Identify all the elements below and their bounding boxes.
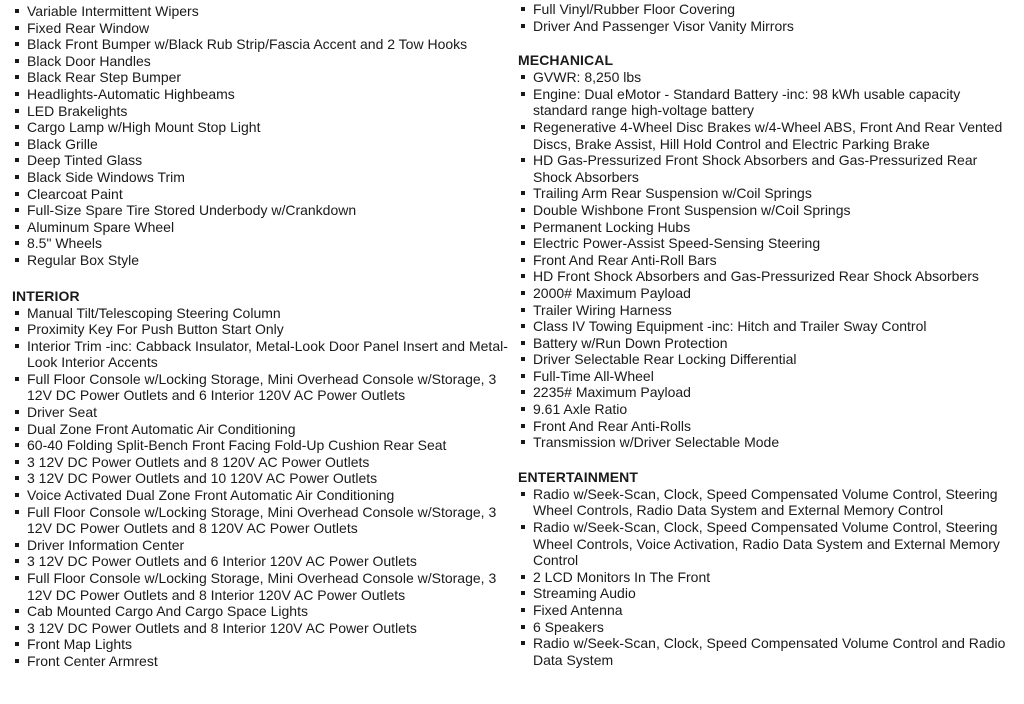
list-item: Class IV Towing Equipment -inc: Hitch and Trailer Sway Control [518, 318, 1018, 335]
list-item: Black Side Windows Trim [12, 169, 508, 186]
list-item: Full Floor Console w/Locking Storage, Mini Overhead Console w/Storage, 3 12V DC Power Outlets and 6 Interior 120V AC Power Outlets [12, 371, 508, 404]
list-item: 3 12V DC Power Outlets and 10 120V AC Power Outlets [12, 470, 508, 487]
list-item: Driver And Passenger Visor Vanity Mirrors [518, 18, 1018, 35]
list-item: GVWR: 8,250 lbs [518, 69, 1018, 86]
list-item: Double Wishbone Front Suspension w/Coil Springs [518, 202, 1018, 219]
mechanical-section [518, 52, 1018, 451]
list-item: Fixed Antenna [518, 602, 1018, 619]
list-item: Driver Information Center [12, 537, 508, 554]
list-item: HD Gas-Pressurized Front Shock Absorbers and Gas-Pressurized Rear Shock Absorbers [518, 152, 1018, 185]
interior-heading: INTERIOR [12, 287, 80, 304]
list-item: Front And Rear Anti-Roll Bars [518, 252, 1018, 269]
right-column [518, 1, 1018, 668]
entertainment-heading: ENTERTAINMENT [518, 468, 639, 485]
list-item: Radio w/Seek-Scan, Clock, Speed Compensated Volume Control, Steering Wheel Controls, Radio Data System and External Memory Control [518, 486, 1018, 519]
list-item: Interior Trim -inc: Cabback Insulator, Metal-Look Door Panel Insert and Metal-Look Interior Accents [12, 338, 508, 371]
mechanical-heading: MECHANICAL [518, 52, 614, 69]
list-item: Radio w/Seek-Scan, Clock, Speed Compensated Volume Control, Steering Wheel Controls, Voice Activation, Radio Data System and External Memory Control [518, 519, 1018, 569]
list-item: Black Door Handles [12, 53, 508, 70]
list-item: Front Center Armrest [12, 653, 508, 670]
list-item: Cargo Lamp w/High Mount Stop Light [12, 119, 508, 136]
list-item: Transmission w/Driver Selectable Mode [518, 434, 1018, 451]
list-item: Full-Size Spare Tire Stored Underbody w/Crankdown [12, 202, 508, 219]
list-item: 2235# Maximum Payload [518, 384, 1018, 401]
list-item: 3 12V DC Power Outlets and 6 Interior 120V AC Power Outlets [12, 553, 508, 570]
list-item: Full Floor Console w/Locking Storage, Mini Overhead Console w/Storage, 3 12V DC Power Outlets and 8 120V AC Power Outlets [12, 504, 508, 537]
entertainment-list [518, 486, 1018, 669]
list-item: Battery w/Run Down Protection [518, 335, 1018, 352]
list-item: Voice Activated Dual Zone Front Automatic Air Conditioning [12, 487, 508, 504]
list-item: Streaming Audio [518, 585, 1018, 602]
list-item: Proximity Key For Push Button Start Only [12, 321, 508, 338]
list-item: Deep Tinted Glass [12, 152, 508, 169]
interior-continued-list [518, 1, 1018, 34]
list-item: Aluminum Spare Wheel [12, 219, 508, 236]
list-item: 6 Speakers [518, 619, 1018, 636]
list-item: Manual Tilt/Telescoping Steering Column [12, 305, 508, 322]
list-item: Front And Rear Anti-Rolls [518, 418, 1018, 435]
interior-section [12, 288, 508, 670]
left-column [12, 3, 508, 670]
list-item: Trailing Arm Rear Suspension w/Coil Springs [518, 185, 1018, 202]
list-item: Regenerative 4-Wheel Disc Brakes w/4-Wheel ABS, Front And Rear Vented Discs, Brake Assist, Hill Hold Control and Electric Parking Brake [518, 119, 1018, 152]
list-item: Trailer Wiring Harness [518, 302, 1018, 319]
list-item: Variable Intermittent Wipers [12, 3, 508, 20]
list-item: Fixed Rear Window [12, 20, 508, 37]
list-item: Permanent Locking Hubs [518, 219, 1018, 236]
list-item: Dual Zone Front Automatic Air Conditioning [12, 421, 508, 438]
list-item: Clearcoat Paint [12, 186, 508, 203]
list-item: 60-40 Folding Split-Bench Front Facing Fold-Up Cushion Rear Seat [12, 437, 508, 454]
list-item: Full Vinyl/Rubber Floor Covering [518, 1, 1018, 18]
list-item: Black Grille [12, 136, 508, 153]
list-item: Cab Mounted Cargo And Cargo Space Lights [12, 603, 508, 620]
list-item: 2000# Maximum Payload [518, 285, 1018, 302]
list-item: Regular Box Style [12, 252, 508, 269]
exterior-list [12, 3, 508, 269]
list-item: HD Front Shock Absorbers and Gas-Pressurized Rear Shock Absorbers [518, 268, 1018, 285]
list-item: 9.61 Axle Ratio [518, 401, 1018, 418]
list-item: Black Front Bumper w/Black Rub Strip/Fascia Accent and 2 Tow Hooks [12, 36, 508, 53]
list-item: 3 12V DC Power Outlets and 8 120V AC Power Outlets [12, 454, 508, 471]
list-item: Headlights-Automatic Highbeams [12, 86, 508, 103]
interior-list [12, 305, 508, 670]
list-item: 3 12V DC Power Outlets and 8 Interior 120V AC Power Outlets [12, 620, 508, 637]
list-item: 8.5" Wheels [12, 235, 508, 252]
list-item: Engine: Dual eMotor - Standard Battery -inc: 98 kWh usable capacity standard range high-voltage battery [518, 86, 1018, 119]
list-item: Electric Power-Assist Speed-Sensing Steering [518, 235, 1018, 252]
mechanical-list [518, 69, 1018, 451]
list-item: LED Brakelights [12, 103, 508, 120]
list-item: 2 LCD Monitors In The Front [518, 569, 1018, 586]
interior-continued-section [518, 1, 1018, 34]
list-item: Driver Selectable Rear Locking Differential [518, 351, 1018, 368]
list-item: Black Rear Step Bumper [12, 69, 508, 86]
entertainment-section [518, 469, 1018, 669]
list-item: Front Map Lights [12, 636, 508, 653]
exterior-continued-section [12, 3, 508, 269]
list-item: Full-Time All-Wheel [518, 368, 1018, 385]
list-item: Driver Seat [12, 404, 508, 421]
list-item: Radio w/Seek-Scan, Clock, Speed Compensated Volume Control and Radio Data System [518, 635, 1018, 668]
list-item: Full Floor Console w/Locking Storage, Mini Overhead Console w/Storage, 3 12V DC Power Outlets and 8 Interior 120V AC Power Outlets [12, 570, 508, 603]
